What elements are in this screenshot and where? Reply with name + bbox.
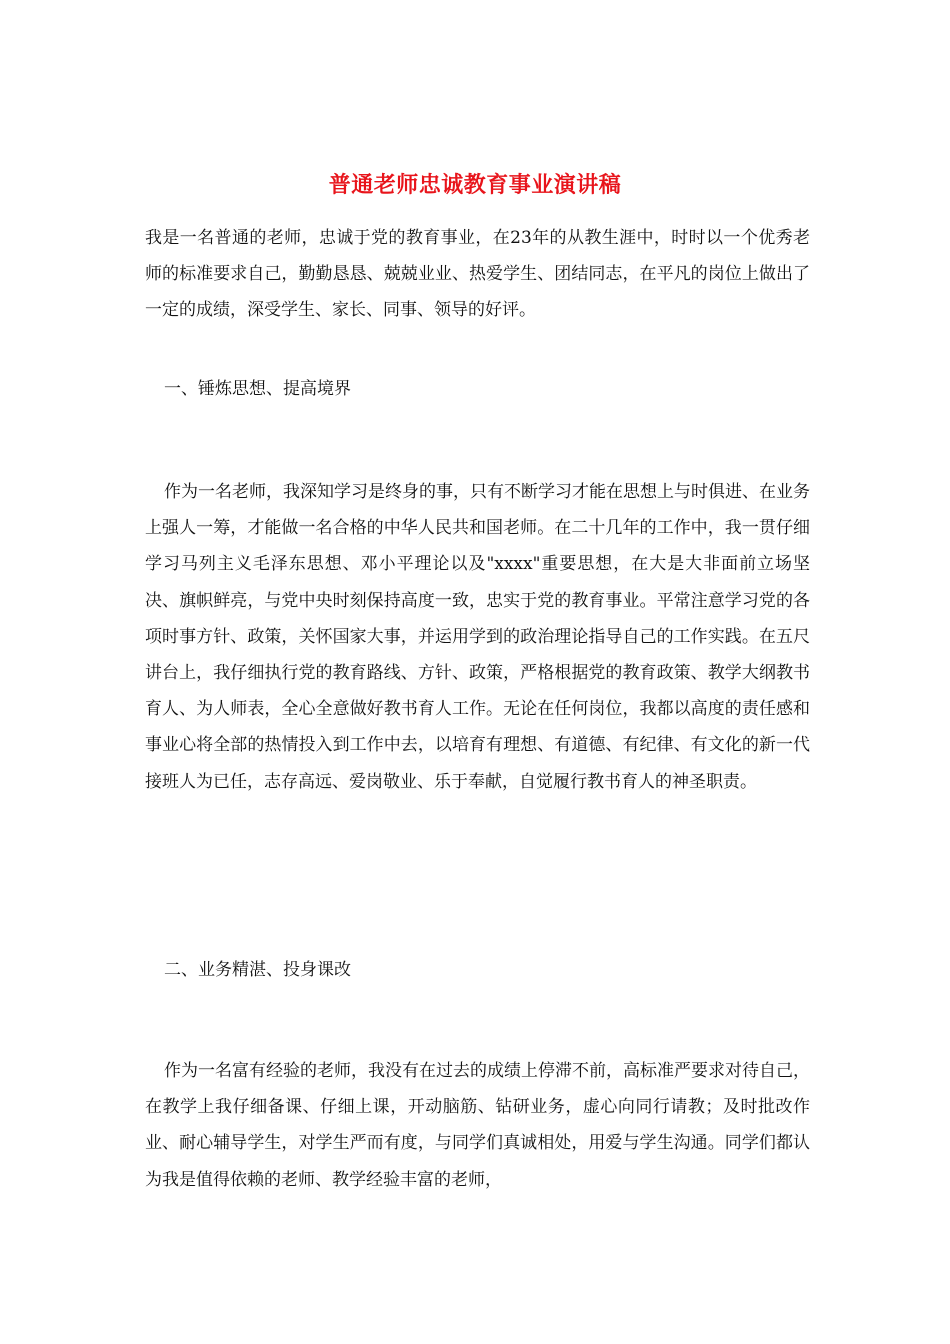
section-1-heading: 一、锤炼思想、提高境界 bbox=[164, 379, 351, 399]
intro-paragraph: 我是一名普通的老师，忠诚于党的教育事业，在23年的从教生涯中，时时以一个优秀老师的标准要求自己，勤勤恳恳、兢兢业业、热爱学生、团结同志，在平凡的岗位上做出了一定的成绩，深受学生、家长、同事、领导的好评。 bbox=[145, 228, 810, 321]
document-title: 普通老师忠诚教育事业演讲稿 bbox=[328, 171, 622, 198]
section-1-paragraph: 作为一名老师，我深知学习是终身的事，只有不断学习才能在思想上与时俱进、在业务上强人一筹，才能做一名合格的中华人民共和国老师。在二十几年的工作中，我一贯仔细学习马列主义毛泽东思想、邓小平理论以及"xxxx"重要思想，在大是大非面前立场坚决、旗帜鲜亮，与党中央时刻保持高度一致，忠实于党的教育事业。平常注意学习党的各项时事方针、政策，关怀国家大事，并运用学到的政治理论指导自己的工作实践。在五尺讲台上，我仔细执行党的教育路线、方针、政策，严格根据党的教育政策、教学大纲教书育人、为人师表，全心全意做好教书育人工作。无论在任何岗位，我都以高度的责任感和事业心将全部的热情投入到工作中去，以培育有理想、有道德、有纪律、有文化的新一代接班人为已任，志存高远、爱岗敬业、乐于奉献，自觉履行教书育人的神圣职责。 bbox=[145, 482, 810, 792]
section-2-paragraph: 作为一名富有经验的老师，我没有在过去的成绩上停滞不前，高标准严要求对待自己，在教学上我仔细备课、仔细上课，开动脑筋、钻研业务，虚心向同行请教；及时批改作业、耐心辅导学生，对学生严而有度，与同学们真诚相处，用爱与学生沟通。同学们都认为我是值得依赖的老师、教学经验丰富的老师， bbox=[145, 1061, 810, 1190]
section-2-heading: 二、业务精湛、投身课改 bbox=[164, 960, 351, 980]
